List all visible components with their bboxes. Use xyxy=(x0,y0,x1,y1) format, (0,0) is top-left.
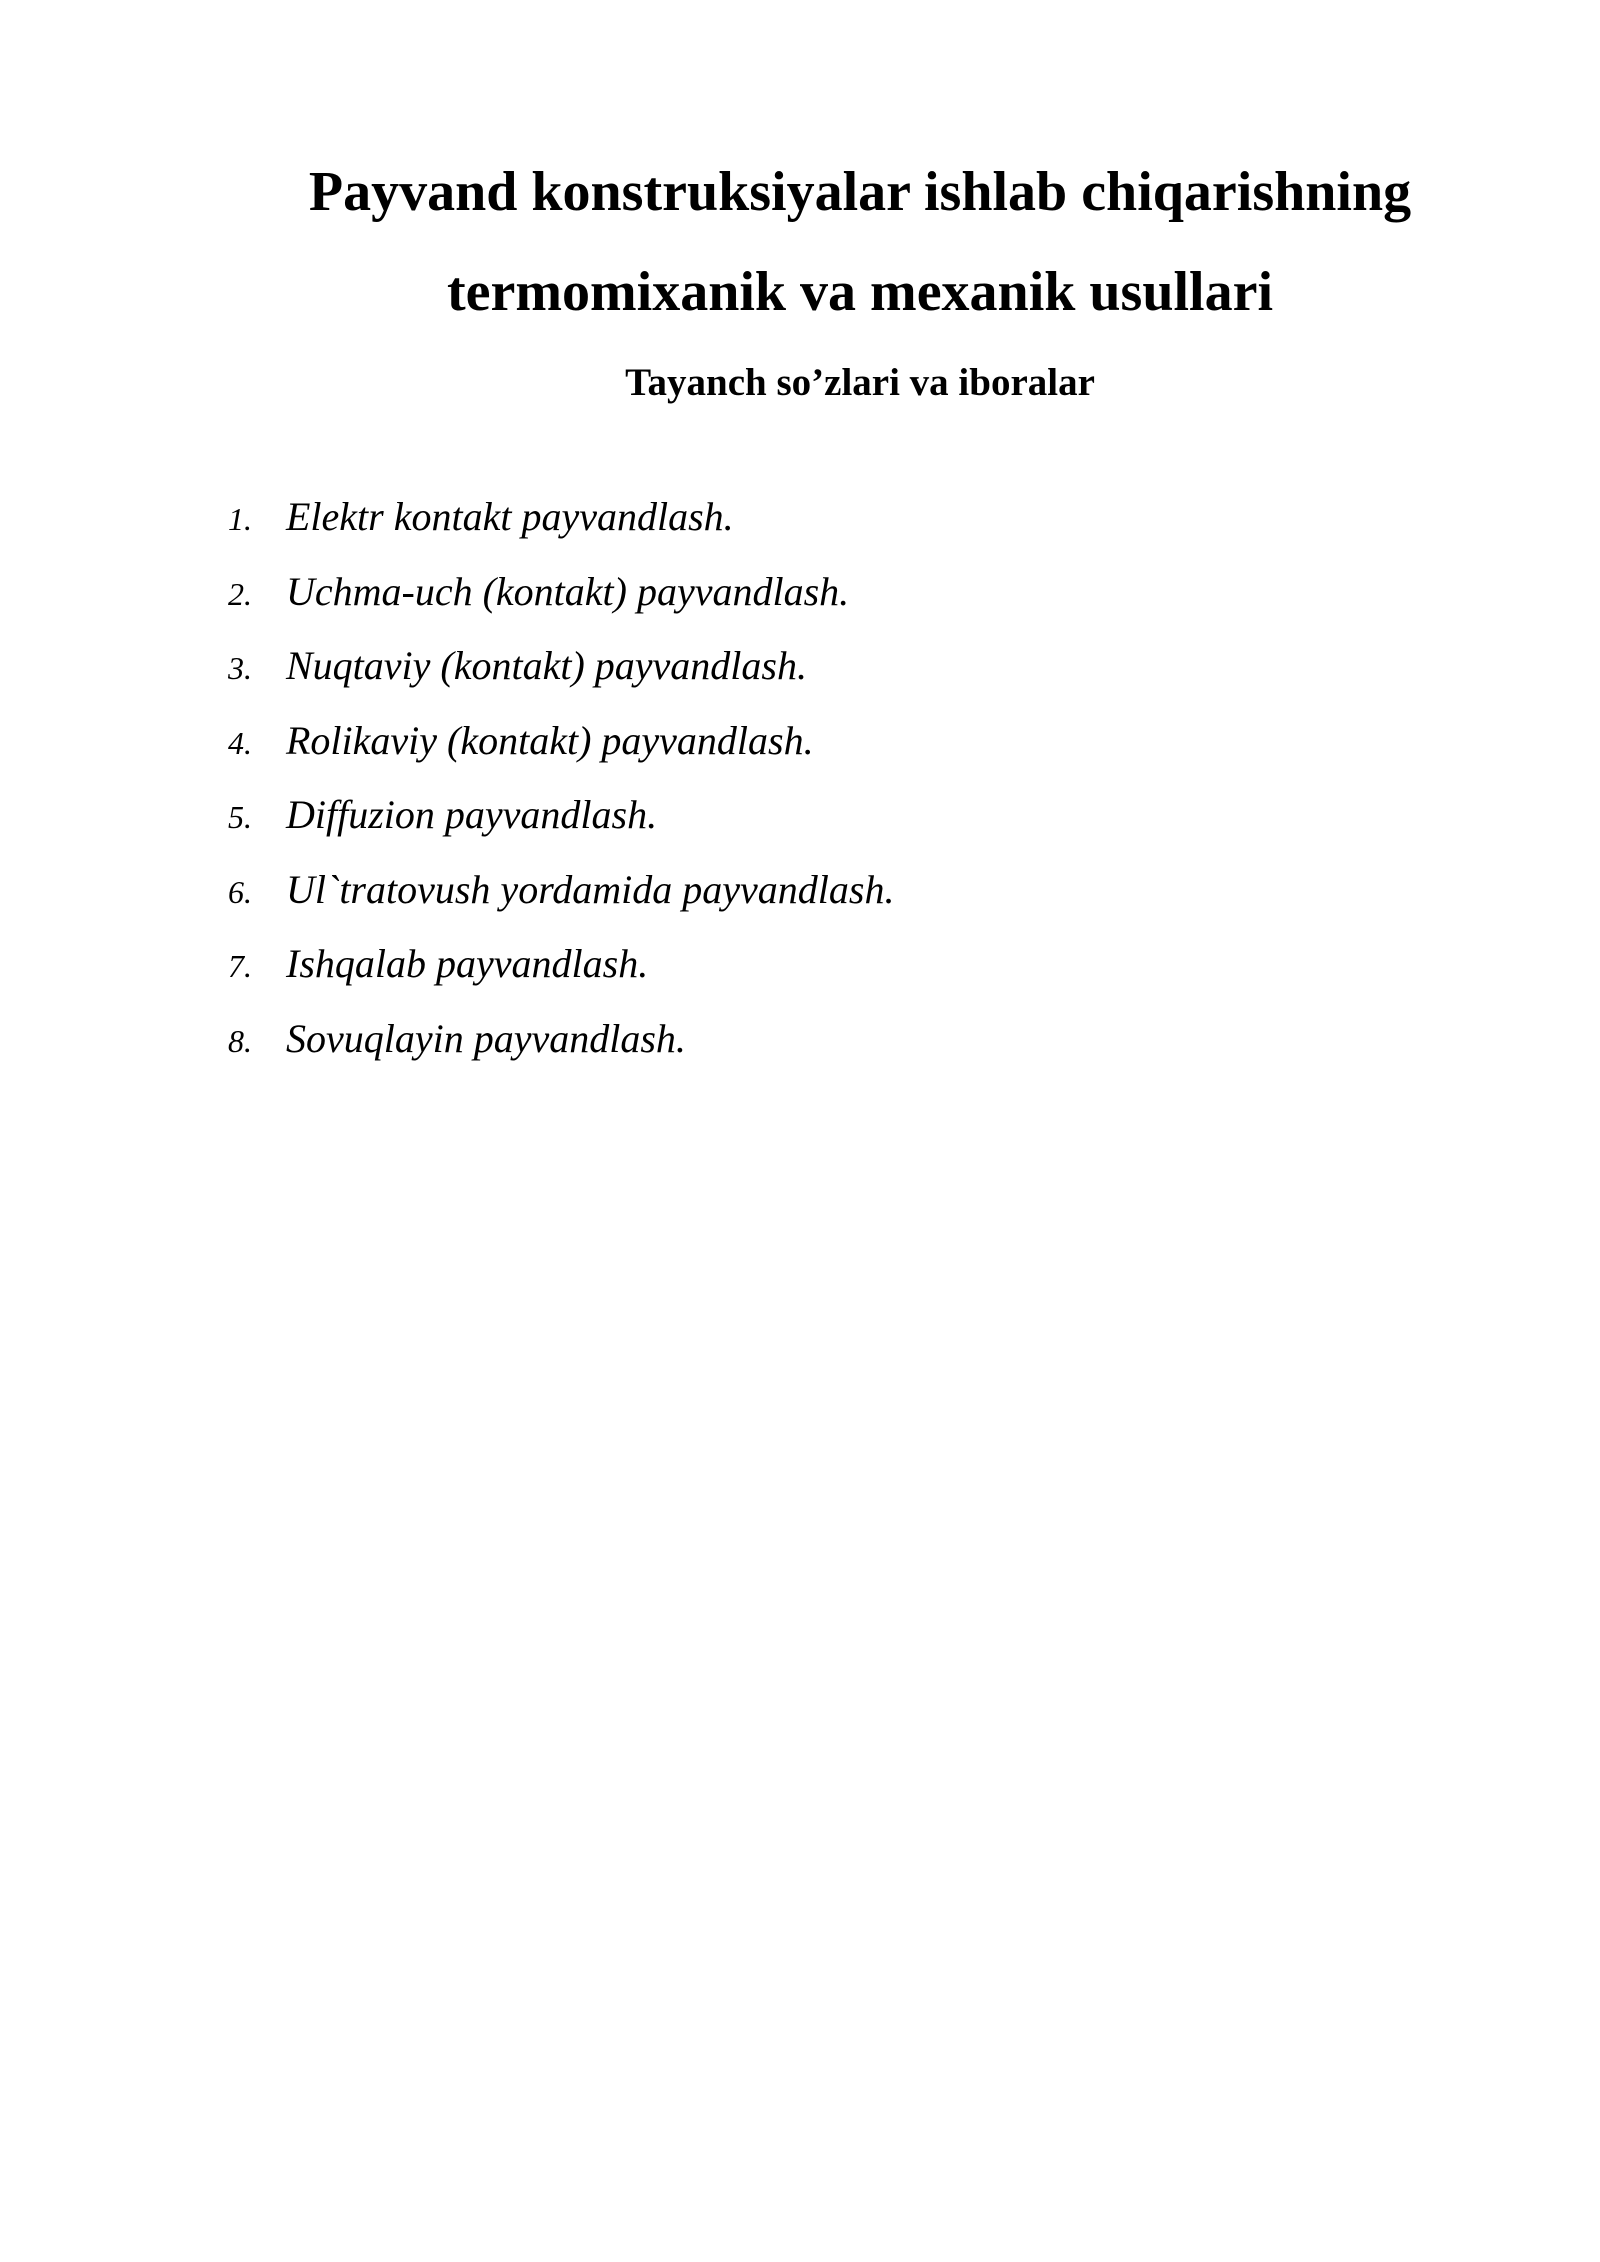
page-title: Payvand konstruksiyalar ishlab chiqarishning termomixanik va mexanik usullari xyxy=(308,161,1412,323)
list-item xyxy=(228,717,894,792)
term-list xyxy=(228,493,894,1089)
list-item xyxy=(228,493,894,568)
list-item-number: 3. xyxy=(228,650,252,686)
list-item-number: 1. xyxy=(228,501,252,537)
list-item-number: 5. xyxy=(228,799,252,835)
list-item-text: Ul`tratovush yordamida payvandlash. xyxy=(286,866,895,912)
list-item xyxy=(228,791,894,866)
list-item-text: Sovuqlayin payvandlash. xyxy=(286,1015,686,1061)
list-item-text: Diffuzion payvandlash. xyxy=(286,792,658,837)
list-item xyxy=(228,568,894,643)
list-item xyxy=(228,642,894,717)
section-subtitle: Tayanch so’zlari va iboralar xyxy=(625,361,1095,404)
list-item-number: 7. xyxy=(228,948,252,984)
list-item xyxy=(228,866,894,941)
list-item-text: Nuqtaviy (kontakt) payvandlash. xyxy=(286,643,807,688)
list-item-text: Elektr kontakt payvandlash. xyxy=(286,494,734,539)
list-item-text: Rolikaviy (kontakt) payvandlash. xyxy=(286,717,814,763)
list-item-text: Ishqalab payvandlash. xyxy=(286,941,649,986)
list-item-number: 2. xyxy=(228,575,252,612)
list-item-number: 8. xyxy=(228,1022,252,1059)
list-item-number: 6. xyxy=(228,873,252,910)
list-item-number: 4. xyxy=(228,724,252,761)
list-item xyxy=(228,1015,894,1090)
list-item xyxy=(228,940,894,1015)
list-item-text: Uchma-uch (kontakt) payvandlash. xyxy=(286,568,850,614)
